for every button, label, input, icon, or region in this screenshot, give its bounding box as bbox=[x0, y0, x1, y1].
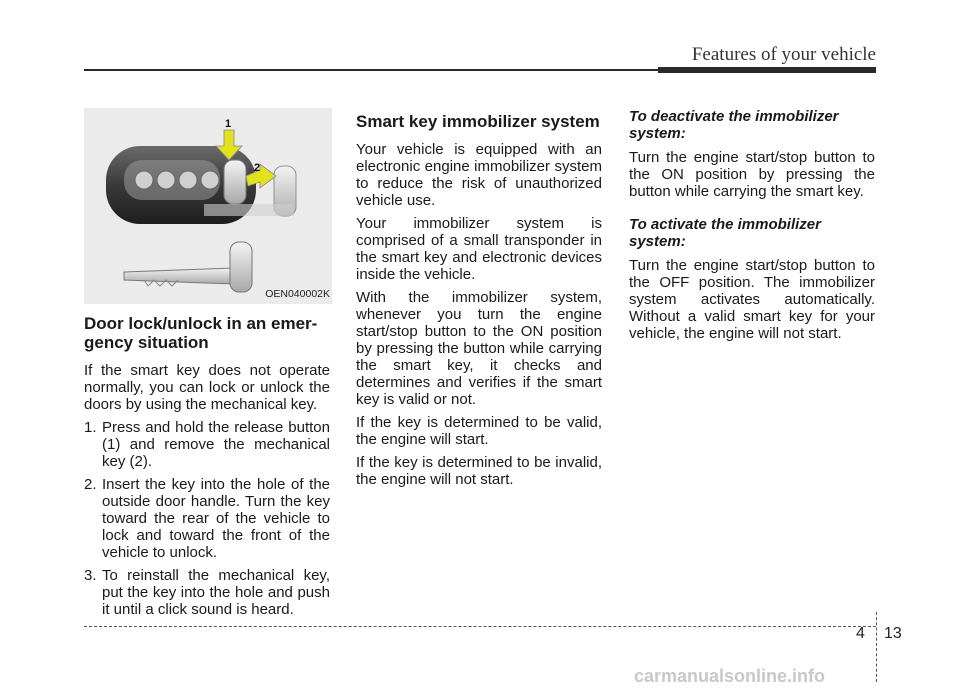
figure-label-2: 2 bbox=[254, 162, 261, 174]
unlock-button-icon bbox=[157, 171, 175, 189]
smart-key-illustration bbox=[84, 108, 332, 304]
figure-label-1: 1 bbox=[225, 118, 232, 130]
watermark: carmanualsonline.info bbox=[634, 666, 826, 686]
immobilizer-paragraph: Your vehicle is equipped with an electronic engine immobilizer system to reduce the risk of unauthorized vehicle use. bbox=[356, 141, 602, 209]
lock-button-icon bbox=[135, 171, 153, 189]
activate-text: Turn the engine start/stop button to the OFF position. The immobilizer system activates automatically. Without a valid smart key for your vehicle, the engine will not start. bbox=[629, 257, 875, 342]
footer-rule bbox=[84, 626, 876, 627]
emergency-steps bbox=[84, 419, 330, 618]
deactivate-text: Turn the engine start/stop button to the ON position by pressing the button while carrying the smart key. bbox=[629, 149, 875, 200]
emergency-heading: Door lock/unlock in an emer- gency situation bbox=[84, 314, 318, 352]
immobilizer-heading: Smart key immobilizer system bbox=[356, 112, 600, 131]
step-item: 3. To reinstall the mechanical key, put the key into the hole and push it until a click sound is heard. bbox=[84, 567, 330, 618]
mechanical-key bbox=[124, 242, 252, 292]
footer-divider bbox=[876, 612, 877, 682]
step-item: 1. Press and hold the release button (1) and remove the mechanical key (2). bbox=[84, 419, 330, 470]
immobilizer-paragraph: If the key is determined to be valid, the engine will start. bbox=[356, 414, 602, 448]
figure-caption: OEN040002K bbox=[265, 288, 330, 300]
emergency-intro: If the smart key does not operate normally, you can lock or unlock the doors by using the mechanical key. bbox=[84, 362, 330, 413]
smart-key-figure bbox=[84, 108, 332, 304]
column-middle bbox=[356, 108, 602, 494]
panic-button-icon bbox=[201, 171, 219, 189]
header-title: Features of your vehicle bbox=[691, 44, 876, 65]
step-item: 2. Insert the key into the hole of the outside door handle. Turn the key toward the rear of the vehicle to lock and toward the front of the vehicle to unlock. bbox=[84, 476, 330, 561]
trunk-button-icon bbox=[179, 171, 197, 189]
page-chapter: 4 bbox=[856, 625, 865, 642]
immobilizer-paragraph: Your immobilizer system is comprised of a small transponder in the smart key and electronic devices inside the vehicle. bbox=[356, 215, 602, 283]
header-rule bbox=[84, 69, 658, 71]
deactivate-heading: To deactivate the immobilizer system: bbox=[629, 108, 839, 142]
column-right bbox=[629, 108, 875, 348]
header-rule-thick bbox=[658, 67, 876, 73]
page-number: 13 bbox=[884, 625, 902, 642]
immobilizer-paragraph: With the immobilizer system, whenever you turn the engine start/stop button to the ON position by pressing the button while carrying the smart key, it checks and determines and verifies if the smart key is valid or not. bbox=[356, 289, 602, 408]
activate-heading: To activate the immobilizer system: bbox=[629, 216, 821, 250]
immobilizer-paragraph: If the key is determined to be invalid, the engine will not start. bbox=[356, 454, 602, 488]
column-left bbox=[84, 108, 330, 624]
